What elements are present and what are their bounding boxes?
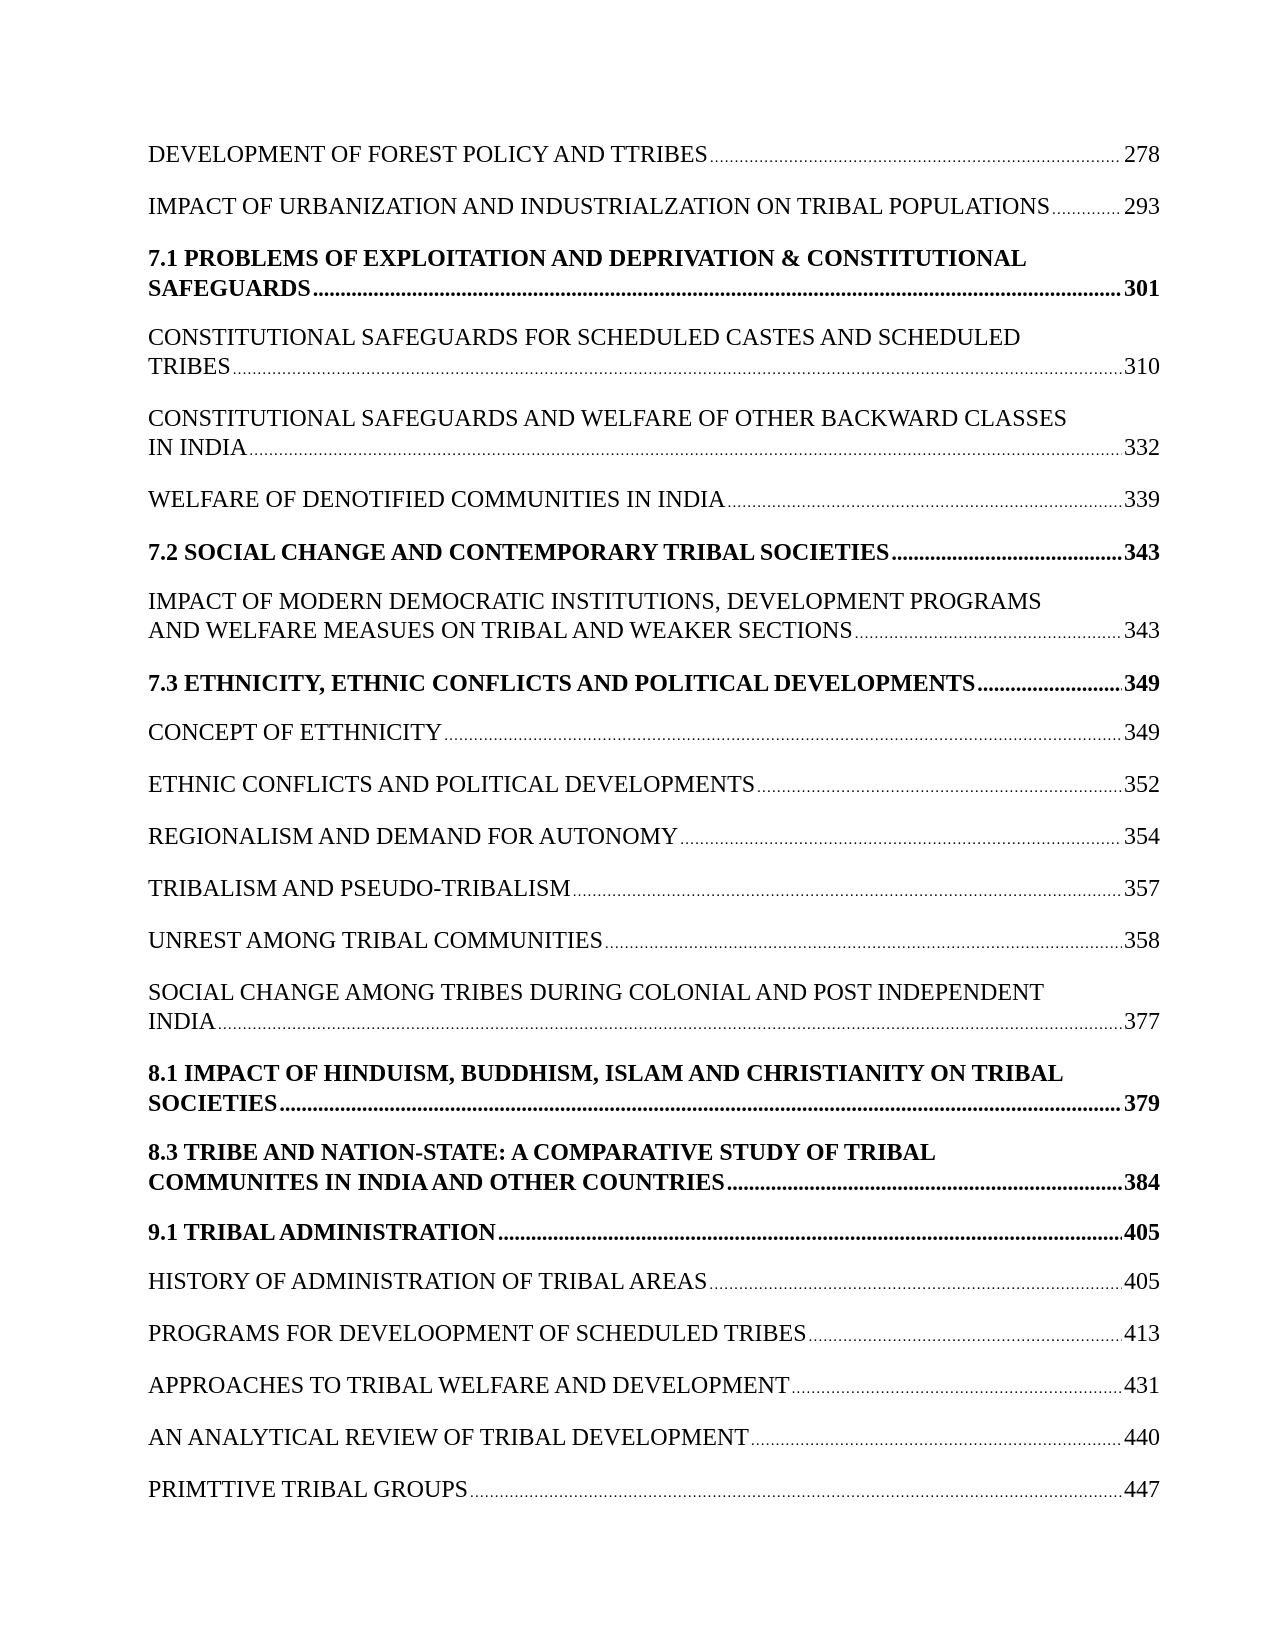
toc-entry-lead: 8.3 TRIBE AND NATION-STATE: A COMPARATIVE STUDY OF TRIBAL: [148, 1140, 936, 1166]
toc-entry-lead: CONSTITUTIONAL SAFEGUARDS FOR SCHEDULED CASTES AND SCHEDULED: [148, 325, 1021, 351]
dot-leader: [891, 538, 1122, 567]
toc-entry[interactable]: [148, 1320, 1160, 1352]
toc-entry-page: 384: [1124, 1170, 1160, 1196]
toc-entry-lead: SOCIAL CHANGE AMONG TRIBES DURING COLONIAL AND POST INDEPENDENT: [148, 980, 1045, 1006]
toc-entry[interactable]: [148, 979, 1160, 1040]
toc-entry-line: [148, 617, 1160, 649]
toc-entry[interactable]: [148, 1139, 1160, 1198]
toc-entry[interactable]: [148, 669, 1160, 699]
toc-entry-line: [148, 1372, 1160, 1404]
toc-entry-line: [148, 823, 1160, 855]
toc-entry-title: COMMUNITES IN INDIA AND OTHER COUNTRIES: [148, 1170, 725, 1196]
toc-entry[interactable]: [148, 141, 1160, 173]
toc-entry-title: APPROACHES TO TRIBAL WELFARE AND DEVELOPMENT: [148, 1373, 790, 1399]
toc-entry[interactable]: [148, 588, 1160, 649]
dot-leader: [792, 1375, 1122, 1404]
toc-entry-page: 405: [1124, 1269, 1160, 1295]
toc-entry-line: [148, 875, 1160, 907]
toc-entry-page: 413: [1124, 1321, 1160, 1347]
toc-entry-line: [148, 1168, 1160, 1198]
toc-entry-lead: 8.1 IMPACT OF HINDUISM, BUDDHISM, ISLAM AND CHRISTIANITY ON TRIBAL: [148, 1061, 1064, 1087]
dot-leader: [727, 1168, 1122, 1197]
dot-leader: [249, 437, 1122, 466]
toc-entry-title: SAFEGUARDS: [148, 276, 311, 302]
toc-entry-line: [148, 719, 1160, 751]
toc-entry[interactable]: [148, 771, 1160, 803]
toc-entry-page: 447: [1124, 1477, 1160, 1503]
dot-leader: [233, 356, 1122, 385]
toc-entry[interactable]: [148, 1268, 1160, 1300]
toc-entry-line: [148, 771, 1160, 803]
toc-entry-line: [148, 1476, 1160, 1508]
toc-entry-title: INDIA: [148, 1009, 216, 1035]
toc-entry-title: IMPACT OF URBANIZATION AND INDUSTRIALZATION ON TRIBAL POPULATIONS: [148, 194, 1051, 220]
toc-entry[interactable]: [148, 823, 1160, 855]
toc-entry-page: 358: [1124, 928, 1160, 954]
toc-entry[interactable]: [148, 1424, 1160, 1456]
dot-leader: [680, 826, 1122, 855]
toc-entry[interactable]: [148, 719, 1160, 751]
toc-entry-page: 332: [1124, 435, 1160, 461]
dot-leader: [470, 1479, 1122, 1508]
toc-entry-lead: IMPACT OF MODERN DEMOCRATIC INSTITUTIONS, DEVELOPMENT PROGRAMS: [148, 589, 1042, 615]
toc-entry-line: [148, 1008, 1160, 1040]
toc-entry-page: 339: [1124, 487, 1160, 513]
toc-entry-line: [148, 1218, 1160, 1248]
toc-entry-line: [148, 1089, 1160, 1119]
dot-leader: [218, 1011, 1122, 1040]
dot-leader: [498, 1218, 1122, 1247]
dot-leader: [709, 1271, 1122, 1300]
table-of-contents: [148, 141, 1160, 1528]
toc-entry-line: [148, 434, 1160, 466]
toc-entry-title: DEVELOPMENT OF FOREST POLICY AND TTRIBES: [148, 142, 708, 168]
toc-entry-line: [148, 538, 1160, 568]
toc-entry[interactable]: [148, 1060, 1160, 1119]
toc-entry-page: 293: [1124, 194, 1160, 220]
toc-entry-line: [148, 274, 1160, 304]
toc-entry[interactable]: [148, 927, 1160, 959]
toc-entry-line: [148, 141, 1160, 173]
toc-entry-page: 379: [1124, 1091, 1160, 1117]
toc-entry[interactable]: [148, 538, 1160, 568]
toc-entry-line: [148, 353, 1160, 385]
toc-entry-title: REGIONALISM AND DEMAND FOR AUTONOMY: [148, 824, 679, 850]
toc-entry-title: WELFARE OF DENOTIFIED COMMUNITIES IN INDIA: [148, 487, 726, 513]
toc-entry-lead: CONSTITUTIONAL SAFEGUARDS AND WELFARE OF OTHER BACKWARD CLASSES: [148, 406, 1067, 432]
toc-entry-title: 7.3 ETHNICITY, ETHNIC CONFLICTS AND POLITICAL DEVELOPMENTS: [148, 671, 976, 697]
toc-entry-title: PRIMTTIVE TRIBAL GROUPS: [148, 1477, 469, 1503]
toc-entry-page: 352: [1124, 772, 1160, 798]
toc-entry-page: 431: [1124, 1373, 1160, 1399]
dot-leader: [809, 1323, 1122, 1352]
toc-entry[interactable]: [148, 1218, 1160, 1248]
toc-entry-title: TRIBES: [148, 354, 231, 380]
toc-entry-page: 343: [1124, 540, 1160, 566]
dot-leader: [757, 774, 1122, 803]
toc-entry-title: 9.1 TRIBAL ADMINISTRATION: [148, 1220, 496, 1246]
toc-entry-line: [148, 669, 1160, 699]
dot-leader: [710, 144, 1122, 173]
toc-entry-page: 310: [1124, 354, 1160, 380]
toc-entry-page: 343: [1124, 618, 1160, 644]
dot-leader: [855, 620, 1122, 649]
toc-entry-title: UNREST AMONG TRIBAL COMMUNITIES: [148, 928, 603, 954]
toc-entry-line: [148, 927, 1160, 959]
dot-leader: [728, 489, 1123, 518]
dot-leader: [313, 274, 1122, 303]
toc-entry-lead: 7.1 PROBLEMS OF EXPLOITATION AND DEPRIVATION & CONSTITUTIONAL: [148, 246, 1027, 272]
dot-leader: [605, 930, 1122, 959]
toc-entry-title: ETHNIC CONFLICTS AND POLITICAL DEVELOPMENTS: [148, 772, 756, 798]
toc-entry-page: 405: [1124, 1220, 1160, 1246]
toc-entry-line: [148, 1424, 1160, 1456]
toc-entry[interactable]: [148, 486, 1160, 518]
toc-entry-title: TRIBALISM AND PSEUDO-TRIBALISM: [148, 876, 571, 902]
toc-entry-title: HISTORY OF ADMINISTRATION OF TRIBAL AREAS: [148, 1269, 708, 1295]
dot-leader: [279, 1089, 1122, 1118]
toc-entry-line: [148, 1320, 1160, 1352]
toc-entry-title: AN ANALYTICAL REVIEW OF TRIBAL DEVELOPMENT: [148, 1425, 749, 1451]
dot-leader: [751, 1427, 1122, 1456]
toc-entry-page: 354: [1124, 824, 1160, 850]
toc-entry[interactable]: [148, 405, 1160, 466]
toc-entry[interactable]: [148, 324, 1160, 385]
toc-entry-line: [148, 193, 1160, 225]
toc-entry-page: 377: [1124, 1009, 1160, 1035]
dot-leader: [444, 722, 1122, 751]
toc-entry-title: 7.2 SOCIAL CHANGE AND CONTEMPORARY TRIBAL SOCIETIES: [148, 540, 890, 566]
toc-entry[interactable]: [148, 245, 1160, 304]
toc-entry-title: SOCIETIES: [148, 1091, 278, 1117]
toc-entry[interactable]: [148, 1372, 1160, 1404]
toc-entry-page: 301: [1124, 276, 1160, 302]
toc-entry-line: [148, 1268, 1160, 1300]
toc-entry-page: 349: [1124, 671, 1160, 697]
toc-entry-page: 440: [1124, 1425, 1160, 1451]
toc-entry-title: CONCEPT OF ETTHNICITY: [148, 720, 443, 746]
toc-entry[interactable]: [148, 875, 1160, 907]
toc-entry-page: 349: [1124, 720, 1160, 746]
dot-leader: [1052, 196, 1122, 225]
dot-leader: [977, 669, 1122, 698]
dot-leader: [573, 878, 1122, 907]
toc-entry-page: 278: [1124, 142, 1160, 168]
toc-entry-title: PROGRAMS FOR DEVELOOPMENT OF SCHEDULED TRIBES: [148, 1321, 807, 1347]
toc-entry-title: IN INDIA: [148, 435, 248, 461]
toc-entry-title: AND WELFARE MEASUES ON TRIBAL AND WEAKER SECTIONS: [148, 618, 853, 644]
toc-entry-line: [148, 486, 1160, 518]
toc-entry-page: 357: [1124, 876, 1160, 902]
toc-entry[interactable]: [148, 1476, 1160, 1508]
toc-entry[interactable]: [148, 193, 1160, 225]
